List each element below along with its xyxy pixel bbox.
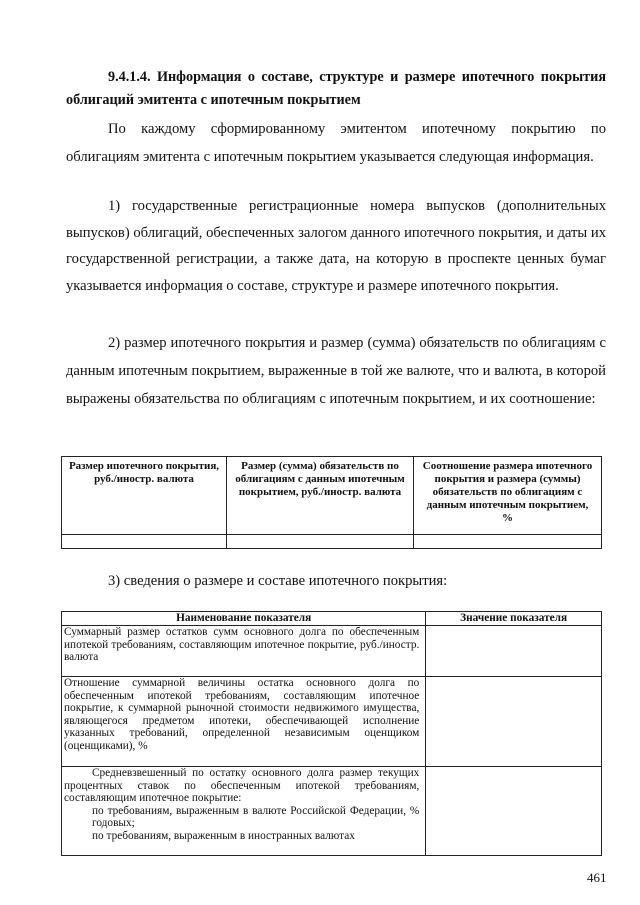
coverage-composition-table [61,611,602,856]
indicator-label: Средневзвешенный по остатку основного долга размер текущих процентных ставок по обеспеченным ипотекой требованиям, составляющим ипотечное покрытие: [64,767,420,805]
intro-paragraph: По каждому сформированному эмитентом ипотечному покрытию по облигациям эмитента с ипотечным покрытием указывается следующая информация. [66,121,606,165]
column-header-ratio: Соотношение размера ипотечного покрытия и размера (суммы) обязательств по облигациям с данным ипотечным покрытием, % [414,457,602,535]
coverage-ratio-table [61,456,602,549]
table-cell-empty [414,535,602,549]
column-header-obligations-size: Размер (сумма) обязательств по облигациям с данным ипотечным покрытием, руб./иностр. валюта [227,457,414,535]
indicator-label-group [62,767,426,856]
indicator-sublabel: по требованиям, выраженным в иностранных валютах [92,829,355,842]
table-cell-empty [227,535,414,549]
table-row [62,626,602,677]
column-header-indicator-value: Значение показателя [426,612,602,626]
item-1-paragraph: 1) государственные регистрационные номера выпусков (дополнительных выпусков) облигаций, обеспеченных залогом данного ипотечного покрытия, и даты их государственной регистрации, а также дата, на которую в проспекте ценных бумаг указывается информация о составе, структуре и размере ипотечного покрытия. [66,198,606,294]
item-2-paragraph: 2) размер ипотечного покрытия и размер (сумма) обязательств по облигациям с данным ипотечным покрытием, выраженные в той же валюте, что и валюта, в которой выражены обязательства по облигациям с ипотечным покрытием, и их соотношение: [66,335,606,407]
indicator-value-cell [426,677,602,767]
table-row [62,767,602,856]
indicator-value-cell [426,626,602,677]
section-heading: 9.4.1.4. Информация о составе, структуре и размере ипотечного покрытия облигаций эмитента с ипотечным покрытием [66,69,606,108]
table-header-row [62,457,602,535]
column-header-indicator-name: Наименование показателя [62,612,426,626]
column-header-coverage-size: Размер ипотечного покрытия, руб./иностр. валюта [62,457,227,535]
table-row [62,677,602,767]
indicator-value-cell [426,767,602,856]
indicator-sublabel: по требованиям, выраженным в валюте Российской Федерации, % годовых; [92,804,420,830]
indicator-label: Отношение суммарной величины остатка основного долга по обеспеченным ипотекой требованиям, составляющим ипотечное покрытие, к суммарной рыночной стоимости недвижимого имущества, являющегося предметом ипотеки, обеспечивающей исполнение указанных требований, определенной независимым оценщиком (оценщиками), % [62,677,426,767]
indicator-label: Суммарный размер остатков сумм основного долга по обеспеченным ипотекой требованиям, составляющим ипотечное покрытие, руб./иностр. валюта [62,626,426,677]
item-3-paragraph: 3) сведения о размере и составе ипотечного покрытия: [108,573,448,589]
table-cell-empty [62,535,227,549]
table-header-row [62,612,602,626]
table-row [62,535,602,549]
page-number: 461 [587,870,607,885]
